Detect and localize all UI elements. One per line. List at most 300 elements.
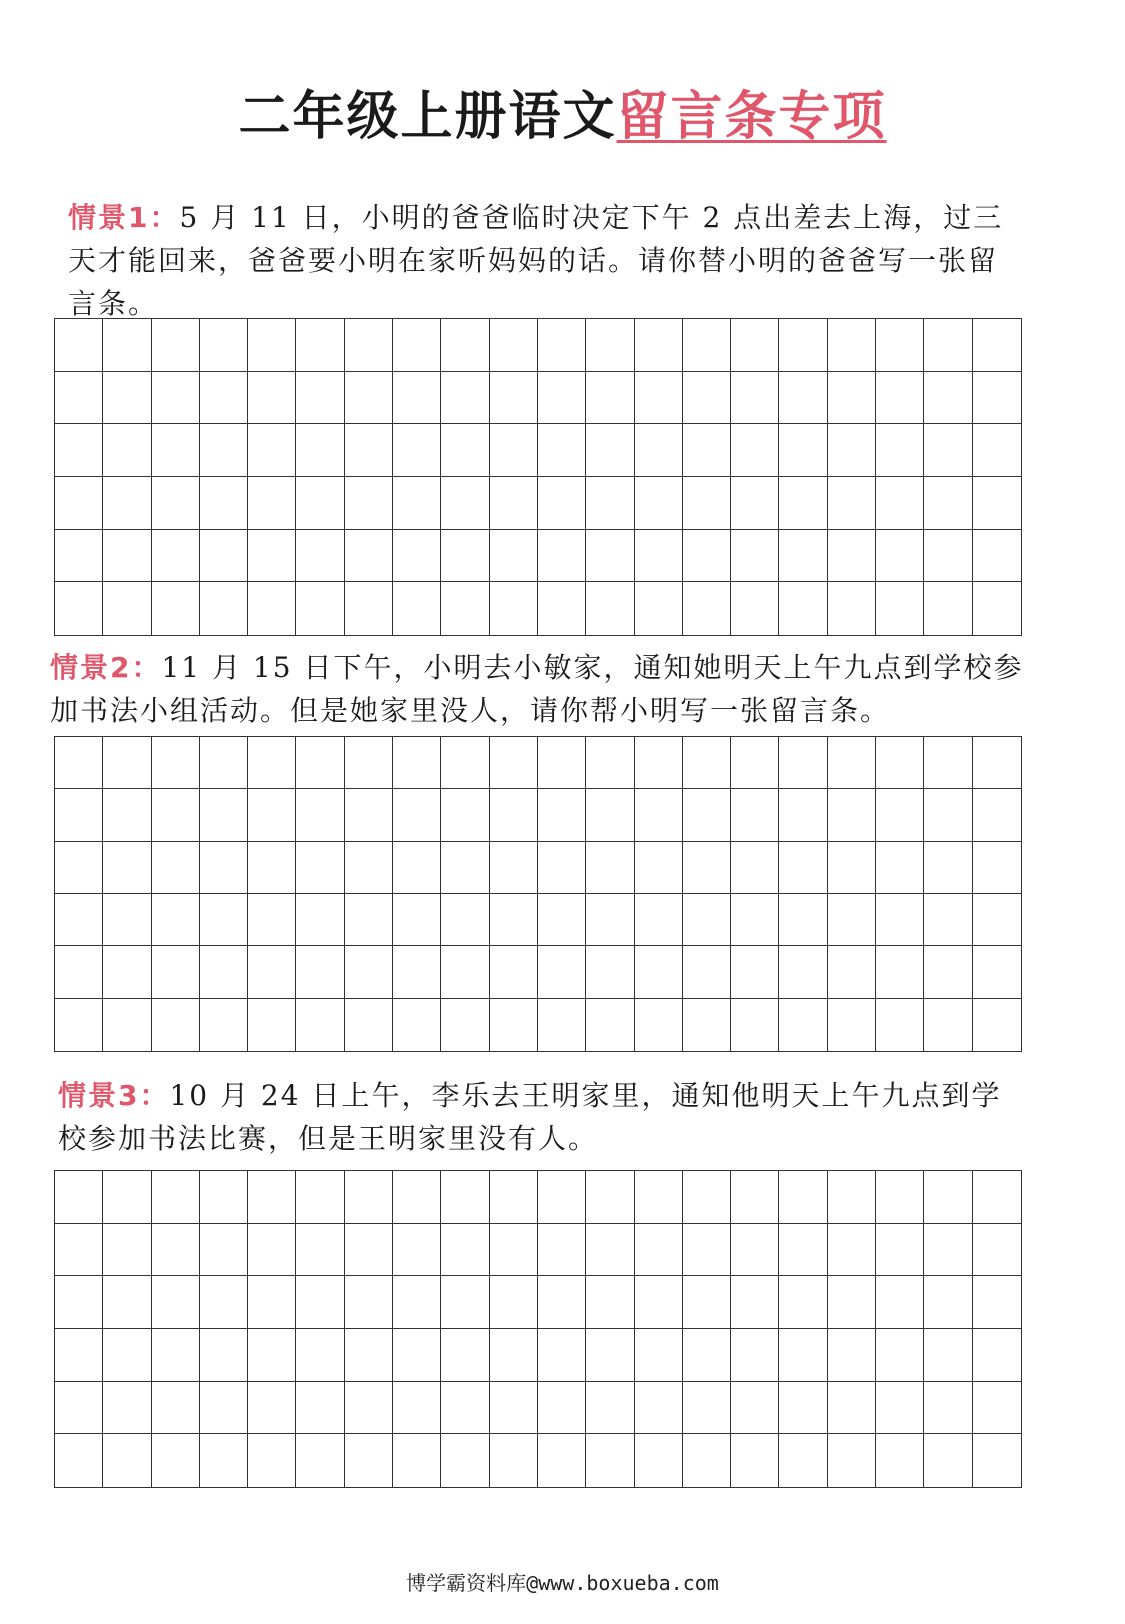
- grid-cell[interactable]: [635, 842, 683, 894]
- grid-cell[interactable]: [490, 999, 538, 1051]
- grid-cell[interactable]: [538, 1329, 586, 1382]
- grid-cell[interactable]: [586, 999, 634, 1051]
- grid-cell[interactable]: [779, 530, 827, 583]
- grid-cell[interactable]: [779, 1171, 827, 1224]
- grid-cell[interactable]: [490, 946, 538, 998]
- grid-cell[interactable]: [538, 477, 586, 530]
- grid-cell[interactable]: [103, 477, 151, 530]
- grid-cell[interactable]: [200, 1276, 248, 1329]
- grid-cell[interactable]: [490, 1224, 538, 1277]
- grid-cell[interactable]: [828, 372, 876, 425]
- grid-cell[interactable]: [973, 737, 1021, 789]
- grid-cell[interactable]: [441, 1224, 489, 1277]
- writing-grid-3[interactable]: [54, 1170, 1022, 1488]
- grid-cell[interactable]: [731, 737, 779, 789]
- grid-cell[interactable]: [152, 1224, 200, 1277]
- grid-cell[interactable]: [200, 1171, 248, 1224]
- grid-cell[interactable]: [731, 999, 779, 1051]
- grid-cell[interactable]: [345, 1171, 393, 1224]
- grid-cell[interactable]: [973, 842, 1021, 894]
- grid-cell[interactable]: [103, 737, 151, 789]
- grid-cell[interactable]: [635, 1224, 683, 1277]
- grid-cell[interactable]: [973, 1171, 1021, 1224]
- grid-cell[interactable]: [55, 1171, 103, 1224]
- grid-cell[interactable]: [635, 372, 683, 425]
- grid-cell[interactable]: [55, 1224, 103, 1277]
- grid-cell[interactable]: [586, 946, 634, 998]
- grid-cell[interactable]: [55, 1329, 103, 1382]
- grid-cell[interactable]: [635, 1171, 683, 1224]
- grid-cell[interactable]: [103, 999, 151, 1051]
- grid-cell[interactable]: [924, 842, 972, 894]
- grid-cell[interactable]: [345, 737, 393, 789]
- grid-cell[interactable]: [490, 789, 538, 841]
- grid-cell[interactable]: [635, 1434, 683, 1487]
- grid-cell[interactable]: [393, 582, 441, 635]
- grid-cell[interactable]: [635, 1382, 683, 1435]
- grid-cell[interactable]: [103, 1434, 151, 1487]
- grid-cell[interactable]: [441, 319, 489, 372]
- grid-cell[interactable]: [876, 1329, 924, 1382]
- grid-cell[interactable]: [731, 582, 779, 635]
- grid-cell[interactable]: [828, 894, 876, 946]
- grid-cell[interactable]: [248, 737, 296, 789]
- grid-cell[interactable]: [200, 946, 248, 998]
- grid-cell[interactable]: [200, 894, 248, 946]
- grid-cell[interactable]: [296, 1224, 344, 1277]
- grid-cell[interactable]: [296, 372, 344, 425]
- grid-cell[interactable]: [973, 999, 1021, 1051]
- grid-cell[interactable]: [393, 1276, 441, 1329]
- grid-cell[interactable]: [973, 946, 1021, 998]
- grid-cell[interactable]: [731, 1276, 779, 1329]
- grid-cell[interactable]: [779, 946, 827, 998]
- grid-cell[interactable]: [538, 1224, 586, 1277]
- grid-cell[interactable]: [779, 582, 827, 635]
- grid-cell[interactable]: [248, 1329, 296, 1382]
- grid-cell[interactable]: [586, 1171, 634, 1224]
- grid-cell[interactable]: [538, 530, 586, 583]
- grid-cell[interactable]: [828, 477, 876, 530]
- grid-cell[interactable]: [683, 319, 731, 372]
- grid-cell[interactable]: [538, 1276, 586, 1329]
- grid-cell[interactable]: [924, 737, 972, 789]
- grid-cell[interactable]: [683, 842, 731, 894]
- grid-cell[interactable]: [779, 1329, 827, 1382]
- grid-cell[interactable]: [828, 1434, 876, 1487]
- grid-cell[interactable]: [296, 1329, 344, 1382]
- grid-cell[interactable]: [490, 1276, 538, 1329]
- grid-cell[interactable]: [828, 1276, 876, 1329]
- grid-cell[interactable]: [296, 999, 344, 1051]
- grid-cell[interactable]: [490, 1382, 538, 1435]
- grid-cell[interactable]: [538, 789, 586, 841]
- grid-cell[interactable]: [296, 789, 344, 841]
- grid-cell[interactable]: [345, 582, 393, 635]
- grid-cell[interactable]: [490, 424, 538, 477]
- grid-cell[interactable]: [200, 424, 248, 477]
- grid-cell[interactable]: [731, 1224, 779, 1277]
- grid-cell[interactable]: [876, 946, 924, 998]
- grid-cell[interactable]: [152, 789, 200, 841]
- grid-cell[interactable]: [538, 582, 586, 635]
- grid-cell[interactable]: [683, 789, 731, 841]
- grid-cell[interactable]: [731, 530, 779, 583]
- grid-cell[interactable]: [296, 737, 344, 789]
- grid-cell[interactable]: [683, 530, 731, 583]
- grid-cell[interactable]: [103, 842, 151, 894]
- grid-cell[interactable]: [876, 1276, 924, 1329]
- grid-cell[interactable]: [779, 319, 827, 372]
- grid-cell[interactable]: [296, 946, 344, 998]
- grid-cell[interactable]: [248, 946, 296, 998]
- grid-cell[interactable]: [635, 946, 683, 998]
- grid-cell[interactable]: [200, 999, 248, 1051]
- grid-cell[interactable]: [490, 737, 538, 789]
- grid-cell[interactable]: [635, 789, 683, 841]
- grid-cell[interactable]: [441, 789, 489, 841]
- grid-cell[interactable]: [876, 1171, 924, 1224]
- grid-cell[interactable]: [683, 737, 731, 789]
- grid-cell[interactable]: [779, 789, 827, 841]
- grid-cell[interactable]: [924, 1329, 972, 1382]
- grid-cell[interactable]: [296, 319, 344, 372]
- grid-cell[interactable]: [490, 319, 538, 372]
- grid-cell[interactable]: [828, 842, 876, 894]
- grid-cell[interactable]: [103, 789, 151, 841]
- grid-cell[interactable]: [200, 842, 248, 894]
- grid-cell[interactable]: [248, 1224, 296, 1277]
- grid-cell[interactable]: [924, 894, 972, 946]
- grid-cell[interactable]: [973, 1434, 1021, 1487]
- grid-cell[interactable]: [200, 477, 248, 530]
- grid-cell[interactable]: [731, 1329, 779, 1382]
- grid-cell[interactable]: [683, 946, 731, 998]
- grid-cell[interactable]: [635, 894, 683, 946]
- grid-cell[interactable]: [393, 477, 441, 530]
- grid-cell[interactable]: [248, 424, 296, 477]
- grid-cell[interactable]: [393, 1171, 441, 1224]
- grid-cell[interactable]: [876, 319, 924, 372]
- grid-cell[interactable]: [683, 1224, 731, 1277]
- grid-cell[interactable]: [731, 946, 779, 998]
- grid-cell[interactable]: [538, 319, 586, 372]
- grid-cell[interactable]: [731, 319, 779, 372]
- grid-cell[interactable]: [924, 999, 972, 1051]
- grid-cell[interactable]: [731, 1434, 779, 1487]
- grid-cell[interactable]: [635, 530, 683, 583]
- grid-cell[interactable]: [924, 946, 972, 998]
- grid-cell[interactable]: [828, 424, 876, 477]
- grid-cell[interactable]: [828, 582, 876, 635]
- grid-cell[interactable]: [876, 1224, 924, 1277]
- grid-cell[interactable]: [152, 582, 200, 635]
- grid-cell[interactable]: [779, 737, 827, 789]
- grid-cell[interactable]: [296, 894, 344, 946]
- grid-cell[interactable]: [973, 530, 1021, 583]
- grid-cell[interactable]: [779, 1434, 827, 1487]
- grid-cell[interactable]: [683, 1434, 731, 1487]
- grid-cell[interactable]: [876, 530, 924, 583]
- grid-cell[interactable]: [345, 946, 393, 998]
- grid-cell[interactable]: [828, 1224, 876, 1277]
- grid-cell[interactable]: [683, 1171, 731, 1224]
- grid-cell[interactable]: [103, 1382, 151, 1435]
- grid-cell[interactable]: [152, 842, 200, 894]
- grid-cell[interactable]: [103, 372, 151, 425]
- grid-cell[interactable]: [924, 1224, 972, 1277]
- grid-cell[interactable]: [779, 372, 827, 425]
- grid-cell[interactable]: [200, 737, 248, 789]
- grid-cell[interactable]: [635, 1329, 683, 1382]
- grid-cell[interactable]: [152, 1329, 200, 1382]
- grid-cell[interactable]: [586, 1276, 634, 1329]
- grid-cell[interactable]: [248, 477, 296, 530]
- grid-cell[interactable]: [441, 1171, 489, 1224]
- grid-cell[interactable]: [103, 1171, 151, 1224]
- grid-cell[interactable]: [779, 424, 827, 477]
- grid-cell[interactable]: [828, 999, 876, 1051]
- grid-cell[interactable]: [924, 477, 972, 530]
- grid-cell[interactable]: [828, 1329, 876, 1382]
- grid-cell[interactable]: [973, 1329, 1021, 1382]
- grid-cell[interactable]: [490, 1171, 538, 1224]
- grid-cell[interactable]: [441, 737, 489, 789]
- grid-cell[interactable]: [538, 946, 586, 998]
- grid-cell[interactable]: [55, 999, 103, 1051]
- grid-cell[interactable]: [924, 1171, 972, 1224]
- grid-cell[interactable]: [103, 1276, 151, 1329]
- grid-cell[interactable]: [345, 1329, 393, 1382]
- grid-cell[interactable]: [924, 789, 972, 841]
- grid-cell[interactable]: [441, 1434, 489, 1487]
- grid-cell[interactable]: [779, 1276, 827, 1329]
- grid-cell[interactable]: [152, 319, 200, 372]
- grid-cell[interactable]: [828, 789, 876, 841]
- grid-cell[interactable]: [828, 1171, 876, 1224]
- grid-cell[interactable]: [924, 1434, 972, 1487]
- grid-cell[interactable]: [683, 477, 731, 530]
- grid-cell[interactable]: [731, 842, 779, 894]
- grid-cell[interactable]: [973, 582, 1021, 635]
- grid-cell[interactable]: [200, 789, 248, 841]
- grid-cell[interactable]: [200, 1329, 248, 1382]
- grid-cell[interactable]: [345, 1434, 393, 1487]
- grid-cell[interactable]: [586, 319, 634, 372]
- grid-cell[interactable]: [924, 1276, 972, 1329]
- grid-cell[interactable]: [248, 372, 296, 425]
- grid-cell[interactable]: [586, 1224, 634, 1277]
- grid-cell[interactable]: [345, 530, 393, 583]
- grid-cell[interactable]: [828, 530, 876, 583]
- writing-grid-1[interactable]: [54, 318, 1022, 636]
- grid-cell[interactable]: [779, 1224, 827, 1277]
- grid-cell[interactable]: [152, 1382, 200, 1435]
- grid-cell[interactable]: [103, 1224, 151, 1277]
- grid-cell[interactable]: [55, 477, 103, 530]
- grid-cell[interactable]: [538, 1382, 586, 1435]
- grid-cell[interactable]: [876, 477, 924, 530]
- grid-cell[interactable]: [731, 372, 779, 425]
- grid-cell[interactable]: [393, 1382, 441, 1435]
- grid-cell[interactable]: [635, 999, 683, 1051]
- grid-cell[interactable]: [490, 477, 538, 530]
- grid-cell[interactable]: [152, 372, 200, 425]
- grid-cell[interactable]: [441, 894, 489, 946]
- grid-cell[interactable]: [441, 1276, 489, 1329]
- grid-cell[interactable]: [973, 894, 1021, 946]
- grid-cell[interactable]: [828, 1382, 876, 1435]
- grid-cell[interactable]: [731, 894, 779, 946]
- grid-cell[interactable]: [152, 999, 200, 1051]
- grid-cell[interactable]: [586, 582, 634, 635]
- grid-cell[interactable]: [296, 582, 344, 635]
- grid-cell[interactable]: [876, 1434, 924, 1487]
- grid-cell[interactable]: [586, 842, 634, 894]
- grid-cell[interactable]: [538, 372, 586, 425]
- grid-cell[interactable]: [876, 789, 924, 841]
- grid-cell[interactable]: [586, 894, 634, 946]
- grid-cell[interactable]: [876, 737, 924, 789]
- grid-cell[interactable]: [393, 999, 441, 1051]
- grid-cell[interactable]: [345, 1276, 393, 1329]
- grid-cell[interactable]: [828, 737, 876, 789]
- grid-cell[interactable]: [441, 946, 489, 998]
- grid-cell[interactable]: [731, 789, 779, 841]
- grid-cell[interactable]: [393, 530, 441, 583]
- grid-cell[interactable]: [683, 582, 731, 635]
- grid-cell[interactable]: [152, 424, 200, 477]
- grid-cell[interactable]: [441, 1382, 489, 1435]
- grid-cell[interactable]: [635, 737, 683, 789]
- grid-cell[interactable]: [393, 842, 441, 894]
- grid-cell[interactable]: [296, 1276, 344, 1329]
- grid-cell[interactable]: [635, 319, 683, 372]
- grid-cell[interactable]: [683, 1382, 731, 1435]
- grid-cell[interactable]: [731, 424, 779, 477]
- grid-cell[interactable]: [973, 319, 1021, 372]
- grid-cell[interactable]: [876, 424, 924, 477]
- grid-cell[interactable]: [345, 319, 393, 372]
- grid-cell[interactable]: [393, 894, 441, 946]
- grid-cell[interactable]: [635, 477, 683, 530]
- grid-cell[interactable]: [538, 1171, 586, 1224]
- grid-cell[interactable]: [586, 424, 634, 477]
- grid-cell[interactable]: [55, 842, 103, 894]
- grid-cell[interactable]: [924, 424, 972, 477]
- grid-cell[interactable]: [538, 894, 586, 946]
- grid-cell[interactable]: [103, 946, 151, 998]
- grid-cell[interactable]: [635, 424, 683, 477]
- grid-cell[interactable]: [635, 582, 683, 635]
- grid-cell[interactable]: [103, 582, 151, 635]
- grid-cell[interactable]: [55, 946, 103, 998]
- grid-cell[interactable]: [973, 372, 1021, 425]
- grid-cell[interactable]: [538, 1434, 586, 1487]
- grid-cell[interactable]: [876, 999, 924, 1051]
- grid-cell[interactable]: [103, 530, 151, 583]
- grid-cell[interactable]: [538, 424, 586, 477]
- grid-cell[interactable]: [586, 530, 634, 583]
- grid-cell[interactable]: [393, 789, 441, 841]
- grid-cell[interactable]: [490, 530, 538, 583]
- grid-cell[interactable]: [586, 737, 634, 789]
- grid-cell[interactable]: [296, 424, 344, 477]
- grid-cell[interactable]: [441, 372, 489, 425]
- grid-cell[interactable]: [296, 1434, 344, 1487]
- grid-cell[interactable]: [55, 1276, 103, 1329]
- grid-cell[interactable]: [828, 319, 876, 372]
- grid-cell[interactable]: [441, 530, 489, 583]
- grid-cell[interactable]: [345, 999, 393, 1051]
- grid-cell[interactable]: [683, 999, 731, 1051]
- grid-cell[interactable]: [973, 1382, 1021, 1435]
- grid-cell[interactable]: [490, 1329, 538, 1382]
- grid-cell[interactable]: [152, 1171, 200, 1224]
- grid-cell[interactable]: [200, 582, 248, 635]
- grid-cell[interactable]: [924, 372, 972, 425]
- grid-cell[interactable]: [683, 1276, 731, 1329]
- grid-cell[interactable]: [586, 1382, 634, 1435]
- grid-cell[interactable]: [55, 319, 103, 372]
- grid-cell[interactable]: [490, 1434, 538, 1487]
- grid-cell[interactable]: [441, 424, 489, 477]
- grid-cell[interactable]: [345, 1224, 393, 1277]
- grid-cell[interactable]: [393, 946, 441, 998]
- grid-cell[interactable]: [55, 1382, 103, 1435]
- grid-cell[interactable]: [779, 1382, 827, 1435]
- grid-cell[interactable]: [441, 999, 489, 1051]
- grid-cell[interactable]: [55, 789, 103, 841]
- grid-cell[interactable]: [103, 894, 151, 946]
- grid-cell[interactable]: [152, 946, 200, 998]
- grid-cell[interactable]: [973, 1276, 1021, 1329]
- grid-cell[interactable]: [683, 894, 731, 946]
- grid-cell[interactable]: [248, 1276, 296, 1329]
- grid-cell[interactable]: [586, 372, 634, 425]
- grid-cell[interactable]: [248, 1171, 296, 1224]
- grid-cell[interactable]: [779, 842, 827, 894]
- grid-cell[interactable]: [152, 530, 200, 583]
- grid-cell[interactable]: [152, 737, 200, 789]
- grid-cell[interactable]: [876, 372, 924, 425]
- grid-cell[interactable]: [973, 789, 1021, 841]
- grid-cell[interactable]: [248, 894, 296, 946]
- grid-cell[interactable]: [103, 1329, 151, 1382]
- grid-cell[interactable]: [345, 842, 393, 894]
- grid-cell[interactable]: [103, 424, 151, 477]
- grid-cell[interactable]: [683, 1329, 731, 1382]
- grid-cell[interactable]: [586, 1434, 634, 1487]
- grid-cell[interactable]: [55, 1434, 103, 1487]
- grid-cell[interactable]: [200, 1224, 248, 1277]
- grid-cell[interactable]: [200, 372, 248, 425]
- grid-cell[interactable]: [393, 1434, 441, 1487]
- grid-cell[interactable]: [490, 842, 538, 894]
- grid-cell[interactable]: [152, 1276, 200, 1329]
- grid-cell[interactable]: [152, 477, 200, 530]
- grid-cell[interactable]: [103, 319, 151, 372]
- grid-cell[interactable]: [924, 530, 972, 583]
- grid-cell[interactable]: [248, 842, 296, 894]
- grid-cell[interactable]: [393, 1329, 441, 1382]
- grid-cell[interactable]: [490, 894, 538, 946]
- grid-cell[interactable]: [55, 582, 103, 635]
- grid-cell[interactable]: [296, 530, 344, 583]
- grid-cell[interactable]: [200, 530, 248, 583]
- writing-grid-2[interactable]: [54, 736, 1022, 1052]
- grid-cell[interactable]: [248, 1382, 296, 1435]
